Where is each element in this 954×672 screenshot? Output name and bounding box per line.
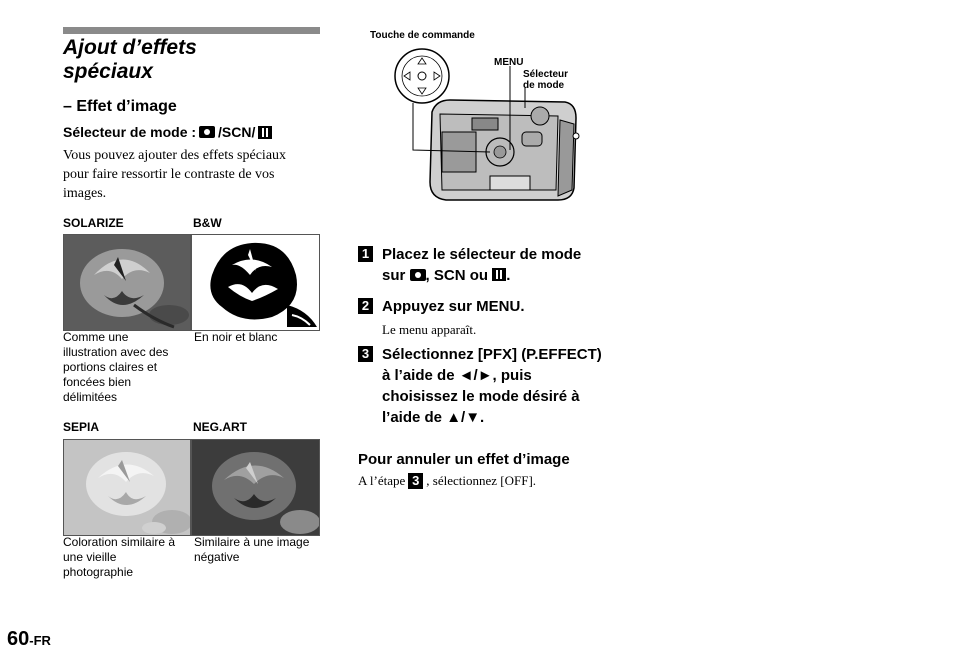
- section-subtitle: – Effet d’image: [63, 98, 177, 115]
- mode-scn-text: /SCN/: [218, 124, 256, 140]
- step-1-line-2-b: , SCN ou: [425, 267, 493, 284]
- page-number: [7, 628, 51, 651]
- title-line-1: Ajout d’effets: [63, 36, 197, 59]
- step-1-line-2-a: sur: [382, 267, 410, 284]
- sepia-caption: Coloration similaire à une vieille photographie: [63, 535, 176, 579]
- step-1-line-1: Placez le sélecteur de mode: [382, 246, 582, 263]
- step-3-line-2: à l’aide de ◄/►, puis: [382, 367, 532, 384]
- solarize-caption: Comme une illustration avec des portions claires et foncées bien délimitées: [63, 330, 169, 404]
- control-pad-icon: [395, 49, 449, 103]
- step-3-line-4: l’aide de ▲/▼.: [382, 409, 485, 426]
- effect-label-sepia: SEPIA: [63, 420, 100, 434]
- step-3-number: 3: [358, 346, 373, 362]
- step-1-line-2: [382, 265, 632, 286]
- solarize-photo: [63, 234, 191, 331]
- page-number-suffix: -FR: [29, 633, 51, 648]
- cancel-heading: Pour annuler un effet d’image: [358, 451, 570, 468]
- menu-label: MENU: [494, 57, 524, 68]
- effect-label-solarize: SOLARIZE: [63, 216, 124, 230]
- step-1-number: 1: [358, 246, 373, 262]
- cancel-text-b: , sélectionnez [OFF].: [426, 473, 537, 488]
- bw-photo: [191, 234, 320, 331]
- cancel-step-ref: 3: [408, 473, 423, 489]
- step-2-title: Appuyez sur MENU.: [382, 298, 525, 315]
- negart-photo: [191, 439, 320, 536]
- effect-label-bw: B&W: [193, 216, 222, 230]
- control-button-label: Touche de commande: [370, 30, 475, 41]
- effect-label-negart: NEG.ART: [193, 420, 247, 434]
- selector-label-line-1: Sélecteur: [523, 69, 569, 80]
- mode-selector-line: [63, 124, 272, 140]
- step-2-note: Le menu apparaît.: [382, 322, 477, 337]
- step-1-line-2-c: .: [506, 267, 511, 284]
- step-3-line-1: Sélectionnez [PFX] (P.EFFECT): [382, 346, 602, 363]
- rose-sepia-image: [64, 440, 190, 535]
- camera-diagram: [380, 40, 590, 210]
- camera-mode-icon: [410, 269, 426, 281]
- page-title: [63, 36, 323, 84]
- page-number-value: 60: [7, 628, 30, 650]
- camera-mode-icon: [199, 126, 215, 138]
- title-line-2: spéciaux: [63, 60, 153, 83]
- cancel-text-a: A l’étape: [358, 473, 406, 488]
- step-2-number: 2: [358, 298, 373, 314]
- camera-body-icon: [430, 100, 579, 200]
- bw-caption: En noir et blanc: [194, 330, 278, 344]
- step-1: [358, 244, 638, 288]
- negart-caption: Similaire à une image négative: [194, 535, 310, 564]
- rose-negart-image: [192, 440, 319, 535]
- intro-paragraph: Vous pouvez ajouter des effets spéciaux pour faire ressortir le contraste de vos images.: [63, 148, 287, 201]
- step-3: [358, 344, 638, 432]
- movie-mode-icon: [492, 268, 506, 281]
- sepia-photo: [63, 439, 191, 536]
- step-3-line-3: choisissez le mode désiré à: [382, 388, 580, 405]
- mode-selector-label: Sélecteur de mode :: [63, 124, 197, 140]
- section-rule: [63, 27, 320, 34]
- cancel-text: [358, 473, 536, 489]
- rose-bw-image: [192, 235, 319, 330]
- step-2: [358, 296, 638, 340]
- rose-solarize-image: [64, 235, 190, 330]
- movie-mode-icon: [258, 126, 272, 139]
- selector-label-line-2: de mode: [523, 80, 565, 91]
